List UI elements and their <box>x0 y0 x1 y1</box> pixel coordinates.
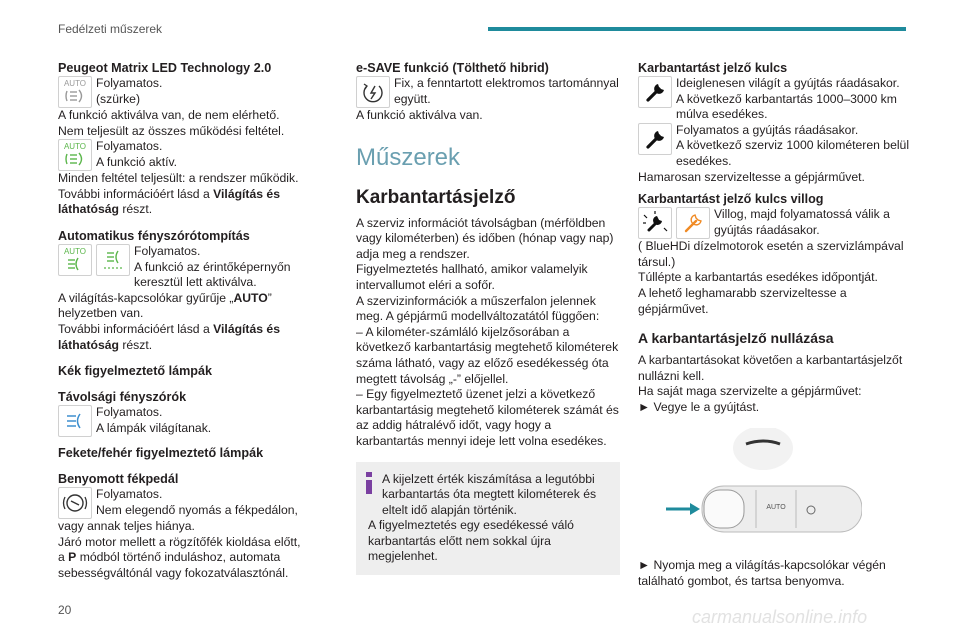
wrench-line4: A következő szerviz 1000 kilométeren belül esedékes. <box>676 138 910 168</box>
matrix-green-line3: Minden feltétel teljesült: a rendszer működik. <box>58 171 299 186</box>
brake-line4: Járó motor mellett a rögzítőfék kioldása előtt, <box>58 534 301 549</box>
auto-dip-line3: A világítás-kapcsolókar gyűrűje „AUTO” helyzetben van. <box>58 290 272 321</box>
wrench-line5: Hamarosan szervizeltesse a gépjárművet. <box>638 169 865 184</box>
matrix-grey-line2: (szürke) <box>96 91 141 106</box>
auto-dip-line1: Folyamatos. <box>134 243 201 258</box>
brake-line5: a P módból történő induláshoz, automata <box>58 550 281 565</box>
brake-pedal-icon <box>58 487 92 519</box>
bw-warning-heading: Fekete/fehér figyelmeztető lámpák <box>58 446 264 461</box>
maintenance-p3: A szervizinformációk a műszerfalon jelennek meg. A gépjármű modellváltozatától függően: <box>356 293 600 324</box>
wrench-heading: Karbantartást jelző kulcs <box>638 61 788 75</box>
service-wrench-orange-icon <box>676 207 710 239</box>
wrench-icon <box>638 76 672 108</box>
matrix-green-line2: A funkció aktív. <box>96 154 178 169</box>
flash-line2: ( BlueHDi dízelmotorok esetén a szervizlámpával társul.) <box>638 239 904 269</box>
header-section-title: Fedélzeti műszerek <box>58 22 163 36</box>
high-beam-heading: Távolsági fényszórók <box>58 390 187 405</box>
svg-text:AUTO: AUTO <box>766 504 786 511</box>
svg-text:AUTO: AUTO <box>63 246 87 256</box>
auto-dip-heading: Automatikus fényszórótompítás <box>58 228 250 243</box>
info-note-line1: A kijelzett érték kiszámítása a legutóbbi karbantartás óta megtett kilométerek és eltelt idő alapján történik. <box>382 471 597 517</box>
brake-line2: Nem elegendő nyomás a fékpedálon, <box>96 502 298 517</box>
auto-dip-line2: A funkció az érintőképernyőn keresztül lett aktiválva. <box>134 259 291 290</box>
maintenance-p1: A szerviz információt távolságban (mérföldben vagy kilométerben) és időben (hónap vagy nap) adja meg a rendszer. <box>356 215 614 261</box>
column-middle <box>356 60 620 575</box>
high-beam-icon <box>58 405 92 437</box>
flash-line4: A lehető leghamarabb szervizeltesse a gépjárművet. <box>638 285 847 316</box>
auto-dipped-beam-icon <box>58 244 92 276</box>
reset-heading: A karbantartásjelző nullázása <box>638 330 834 347</box>
wrench-line1: Ideiglenesen világít a gyújtás ráadásakor. <box>676 76 900 90</box>
high-beam-line2: A lámpák világítanak. <box>96 420 212 435</box>
column-left <box>58 60 328 582</box>
brake-line3: vagy annak teljes hiánya. <box>58 519 195 534</box>
esave-heading: e-SAVE funkció (Tölthető hibrid) <box>356 61 549 75</box>
column-right <box>638 60 910 416</box>
header-accent-bar <box>488 27 906 31</box>
reset-line1: A karbantartásokat követően a karbantartásjelzőt nullázni kell. <box>638 353 903 383</box>
watermark: carmanualsonline.info <box>692 607 868 627</box>
esave-line2: A funkció aktiválva van. <box>356 108 483 122</box>
e-save-icon <box>356 76 390 108</box>
maintenance-p4: – A kilométer-számláló kijelzősorában a következő karbantartásig megtehető kilométerek száma látható, vagy az előző esedékesség óta megtett távolság „-” előjellel. <box>356 324 619 386</box>
maintenance-heading: Karbantartásjelző <box>356 186 516 208</box>
maintenance-p5: – Egy figyelmeztető üzenet jelzi a következő karbantartásig megtehető kilométerek számát és az addig hátralévő időt, vagy hogy a karbantartás mennyi ideje lett volna esedékes. <box>356 387 619 448</box>
matrix-green-line4: További információért lásd a Világítás és láthatóság részt. <box>58 186 280 217</box>
brake-pedal-heading: Benyomott fékpedál <box>58 472 179 487</box>
matrix-led-auto-green-icon <box>58 139 92 171</box>
instruments-heading: Műszerek <box>356 143 461 171</box>
info-note <box>356 462 620 576</box>
wrench-line2: A következő karbantartás 1000–3000 km múlva esedékes. <box>676 91 897 122</box>
flash-line3: Túllépte a karbantartás esedékes időpontját. <box>638 270 878 285</box>
matrix-led-heading: Peugeot Matrix LED Technology 2.0 <box>58 61 272 75</box>
svg-text:AUTO: AUTO <box>63 142 87 152</box>
reset-line2: Ha saját maga szervizelte a gépjárművet: <box>638 384 862 399</box>
svg-text:AUTO: AUTO <box>63 79 87 88</box>
matrix-grey-line4: Nem teljesült az összes működési feltétel. <box>58 123 285 138</box>
matrix-grey-line3: A funkció aktiválva van, de nem elérhető. <box>58 108 280 122</box>
blue-warning-heading: Kék figyelmeztető lámpák <box>58 364 212 379</box>
esave-line1: Fix, a fenntartott elektromos tartománnyal együtt. <box>394 76 619 106</box>
matrix-green-line1: Folyamatos. <box>96 139 163 154</box>
wrench-flashing-icon <box>638 207 672 239</box>
brake-line6: sebességváltónál vagy fokozatválasztónál. <box>58 565 289 580</box>
reset-line3: ► Vegye le a gyújtást. <box>638 399 760 414</box>
wrench-line3: Folyamatos a gyújtás ráadásakor. <box>676 122 859 137</box>
matrix-grey-line1: Folyamatos. <box>96 76 163 90</box>
matrix-led-auto-icon <box>58 76 92 108</box>
maintenance-p2: Figyelmeztetés hallható, amikor valamelyik intervallumot eléri a sofőr. <box>356 262 588 292</box>
page-number: 20 <box>58 603 72 617</box>
info-note-line2: A figyelmeztetés egy esedékessé váló karbantartás előtt nem sokkal újra megjelenhet. <box>368 518 574 564</box>
brake-line1: Folyamatos. <box>96 487 163 502</box>
wrench-flash-heading: Karbantartást jelző kulcs villog <box>638 192 824 207</box>
reset-line4: ► Nyomja meg a világítás-kapcsolókar végén található gombot, és tartsa benyomva. <box>638 558 886 588</box>
wrench-icon-steady <box>638 123 672 155</box>
lighting-stalk-illustration <box>666 428 862 560</box>
high-beam-line1: Folyamatos. <box>96 405 163 420</box>
auto-dip-line4: További információért lásd a Világítás és láthatóság részt. <box>58 321 280 352</box>
flash-line1: Villog, majd folyamatossá válik a gyújtás ráadásakor. <box>714 207 890 237</box>
high-beam-assist-icon <box>96 244 130 276</box>
info-icon <box>366 472 372 494</box>
